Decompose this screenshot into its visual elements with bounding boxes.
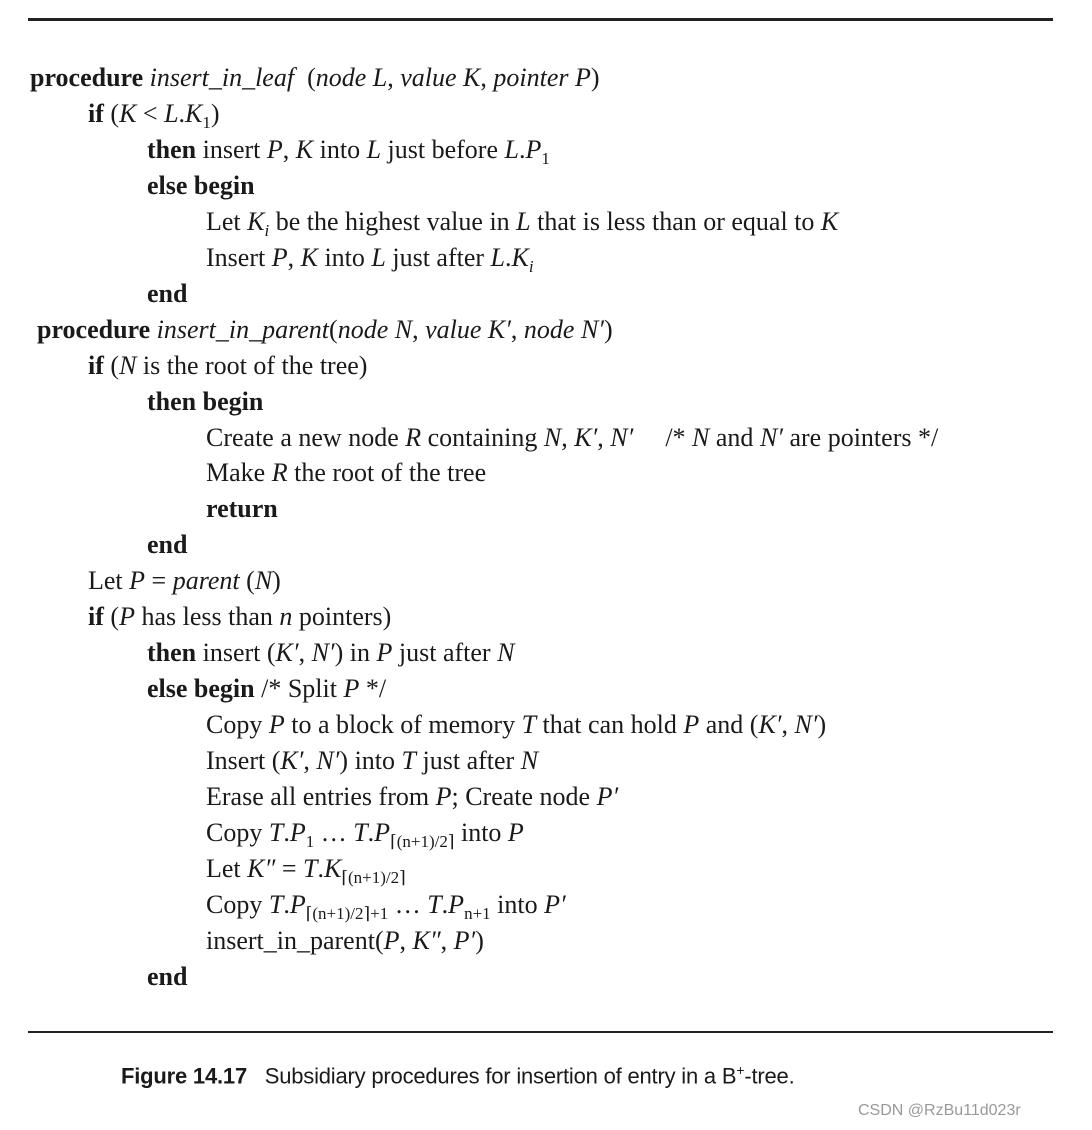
code-text: just after xyxy=(392,638,498,668)
code-line xyxy=(206,887,566,923)
code-text: ; Create node xyxy=(451,782,597,811)
code-text: < xyxy=(136,98,165,128)
math-italic: N′ xyxy=(311,638,335,668)
code-text: Make xyxy=(206,458,272,488)
code-line xyxy=(147,132,550,168)
code-text: . xyxy=(178,98,186,128)
code-text: . xyxy=(518,134,526,164)
code-text: Copy xyxy=(206,817,269,847)
math-italic: K xyxy=(511,242,529,272)
keyword: else begin xyxy=(147,170,255,200)
caption-text: Subsidiary procedures for insertion of entry in a B xyxy=(247,1063,737,1089)
caption-superscript: + xyxy=(736,1062,745,1078)
keyword: then xyxy=(147,134,197,164)
math-italic: value K′ xyxy=(425,314,511,344)
math-italic: L xyxy=(164,98,179,128)
code-text: ( xyxy=(294,63,316,92)
code-line xyxy=(147,168,255,204)
code-text: into xyxy=(313,134,367,164)
code-text: Let xyxy=(206,853,248,883)
math-italic: K xyxy=(820,206,839,236)
code-text: Copy xyxy=(206,710,269,740)
code-text: Insert ( xyxy=(206,746,281,776)
code-text: ( xyxy=(103,98,120,128)
code-line xyxy=(206,491,278,527)
math-italic: K″ xyxy=(247,853,276,883)
code-line xyxy=(206,455,486,491)
math-italic: P xyxy=(683,710,700,740)
math-italic: pointer P xyxy=(493,63,591,92)
code-line xyxy=(147,276,187,312)
code-text: into xyxy=(454,817,508,847)
math-italic: parent xyxy=(172,566,240,596)
keyword: procedure xyxy=(30,63,150,92)
math-italic: P xyxy=(383,925,400,955)
code-text: ) xyxy=(604,314,613,344)
math-italic: P xyxy=(266,134,283,164)
code-line xyxy=(147,527,187,563)
math-italic: P xyxy=(119,602,135,632)
code-text: insert_in_parent( xyxy=(206,925,384,955)
math-italic: K″ xyxy=(412,925,441,955)
math-italic: T xyxy=(353,817,368,847)
math-italic: P xyxy=(129,566,146,596)
math-italic: K′ xyxy=(280,746,304,776)
math-italic: N′ xyxy=(316,746,340,776)
subscript: ⌈(n+1)/2⌉ xyxy=(341,867,406,887)
top-rule xyxy=(28,18,1053,21)
code-text: Erase all entries from xyxy=(206,782,436,811)
subscript: 1 xyxy=(305,831,315,851)
code-text: ) xyxy=(817,710,827,740)
code-text: Copy xyxy=(206,889,269,919)
math-italic: P xyxy=(289,889,306,919)
code-text: ) xyxy=(272,566,281,596)
code-text: */ xyxy=(359,674,387,704)
keyword: end xyxy=(147,278,188,308)
code-line xyxy=(147,635,514,671)
math-italic: T xyxy=(268,817,284,847)
code-text: Create a new node xyxy=(206,422,406,452)
math-italic: N xyxy=(692,422,710,452)
code-text: be the highest value in xyxy=(269,206,517,236)
math-italic: P xyxy=(376,638,393,668)
code-text: ( xyxy=(103,602,120,632)
figure-caption xyxy=(121,1062,794,1089)
math-italic: n xyxy=(279,602,293,632)
math-italic: T xyxy=(401,746,416,776)
code-text: to a block of memory xyxy=(284,710,522,740)
math-italic: L xyxy=(490,242,506,272)
math-italic: L xyxy=(366,134,382,164)
code-text: the root of the tree xyxy=(287,458,487,488)
code-text: = xyxy=(275,853,303,883)
math-italic: N xyxy=(543,422,562,452)
code-text: Let xyxy=(88,566,130,596)
math-italic: N′ xyxy=(610,422,634,452)
code-text: that can hold xyxy=(536,710,684,740)
keyword: end xyxy=(147,961,188,991)
math-italic: T xyxy=(303,853,318,883)
code-text: … xyxy=(388,889,428,919)
code-text: . xyxy=(283,817,290,847)
keyword: then xyxy=(147,638,197,668)
code-text: , xyxy=(781,710,795,740)
code-text: ( xyxy=(239,566,255,596)
code-text: just after xyxy=(385,242,491,272)
code-text: , xyxy=(387,63,401,92)
code-text: , xyxy=(399,925,413,955)
code-text: , xyxy=(282,134,296,164)
math-italic: P xyxy=(507,817,524,847)
math-italic: P′ xyxy=(453,925,476,955)
math-italic: K xyxy=(295,134,314,164)
math-italic: insert_in_leaf xyxy=(149,63,295,92)
math-italic: K′ xyxy=(758,710,782,740)
code-text: . xyxy=(441,889,449,919)
code-text: . xyxy=(505,242,512,272)
code-text: Insert xyxy=(206,242,272,272)
math-italic: N xyxy=(520,746,539,776)
code-text: insert ( xyxy=(196,638,276,668)
keyword: procedure xyxy=(37,314,157,344)
math-italic: K xyxy=(185,98,203,128)
code-line xyxy=(88,599,391,635)
math-italic: P xyxy=(435,782,452,811)
math-italic: K′ xyxy=(574,422,598,452)
math-italic: N xyxy=(119,350,137,380)
code-line xyxy=(206,851,406,887)
subscript: i xyxy=(264,220,270,240)
math-italic: N xyxy=(254,566,273,596)
code-line xyxy=(147,384,263,420)
math-italic: P′ xyxy=(596,782,619,811)
code-text: /* Split xyxy=(254,674,344,704)
code-line xyxy=(206,815,524,851)
code-line xyxy=(206,743,538,779)
code-text: , xyxy=(303,746,317,776)
subscript: i xyxy=(528,256,534,276)
math-italic: node L xyxy=(315,63,388,92)
code-text: , xyxy=(412,314,426,344)
code-text: ( xyxy=(329,314,338,344)
code-text: and xyxy=(709,422,760,452)
code-text: , xyxy=(440,925,454,955)
math-italic: N′ xyxy=(794,710,818,740)
code-line xyxy=(147,671,386,707)
math-italic: K′ xyxy=(275,638,299,668)
math-italic: P′ xyxy=(544,889,566,919)
code-text: ( xyxy=(103,350,120,380)
math-italic: T xyxy=(521,710,537,740)
math-italic: L xyxy=(516,206,531,236)
code-text: ) into xyxy=(339,746,402,776)
code-text: and ( xyxy=(699,710,759,740)
code-line xyxy=(37,312,613,348)
subscript: ⌈(n+1)/2⌉+1 xyxy=(305,903,389,923)
math-italic: P xyxy=(289,817,306,847)
figure-label: Figure 14.17 xyxy=(121,1063,247,1089)
math-italic: R xyxy=(271,458,288,488)
math-italic: P xyxy=(268,710,285,740)
code-text: , xyxy=(597,422,611,452)
code-line xyxy=(206,204,838,240)
math-italic: K xyxy=(119,98,137,128)
subscript: 1 xyxy=(541,148,550,168)
code-text: ) xyxy=(475,925,484,955)
math-italic: L xyxy=(504,134,519,164)
math-italic: value K xyxy=(400,63,481,92)
subscript: ⌈(n+1)/2⌉ xyxy=(390,831,455,851)
code-text: … xyxy=(314,817,354,847)
math-italic: P xyxy=(448,889,465,919)
code-line xyxy=(206,923,484,959)
code-text: pointers) xyxy=(292,602,392,632)
math-italic: P xyxy=(343,674,360,704)
math-italic: T xyxy=(268,889,284,919)
math-italic: N xyxy=(497,638,515,668)
code-text: has less than xyxy=(134,602,280,632)
math-italic: insert_in_parent xyxy=(156,314,330,344)
math-italic: L xyxy=(371,242,386,272)
code-text: ) xyxy=(590,63,600,92)
code-line xyxy=(206,240,534,276)
bottom-rule xyxy=(28,1031,1053,1033)
code-text: that is less than or equal to xyxy=(530,206,821,236)
code-line xyxy=(206,779,618,815)
code-text: . xyxy=(283,889,290,919)
code-text: ) xyxy=(210,98,220,128)
code-text: into xyxy=(490,889,545,919)
code-text: = xyxy=(145,566,173,596)
code-line xyxy=(147,959,187,995)
code-text: , xyxy=(480,63,494,92)
code-text: is the root of the tree) xyxy=(136,350,368,380)
math-italic: T xyxy=(427,889,442,919)
code-line xyxy=(88,96,220,132)
math-italic: node N xyxy=(337,314,413,344)
code-text: just before xyxy=(381,134,505,164)
code-text: . xyxy=(367,817,375,847)
math-italic: N′ xyxy=(759,422,783,452)
keyword: end xyxy=(147,530,188,560)
code-text: containing xyxy=(421,422,544,452)
subscript: n+1 xyxy=(464,903,491,923)
code-line xyxy=(88,563,281,599)
code-text: /* xyxy=(665,422,693,452)
keyword: return xyxy=(206,494,278,524)
caption-tail: -tree. xyxy=(744,1063,795,1089)
subscript: 1 xyxy=(202,112,211,132)
math-italic: R xyxy=(405,422,422,452)
code-text: , xyxy=(287,242,301,272)
math-italic: K xyxy=(323,853,342,883)
keyword: if xyxy=(88,350,104,380)
code-text: , xyxy=(561,422,575,452)
code-text: ) in xyxy=(334,638,377,668)
code-text: are pointers */ xyxy=(782,422,939,452)
code-text: Let xyxy=(206,206,248,236)
keyword: else begin xyxy=(147,674,255,704)
code-text: just after xyxy=(416,746,521,776)
math-italic: K xyxy=(300,242,318,272)
math-italic: P xyxy=(374,817,391,847)
code-text: insert xyxy=(196,134,267,164)
keyword: then begin xyxy=(147,386,264,416)
code-line xyxy=(30,60,600,96)
math-italic: node N′ xyxy=(523,314,604,344)
math-italic: P xyxy=(525,134,542,164)
keyword: if xyxy=(88,602,104,632)
watermark: CSDN @RzBu11d023r xyxy=(858,1102,1021,1119)
code-line xyxy=(206,420,938,456)
code-line xyxy=(206,707,826,743)
code-text: , xyxy=(298,638,312,668)
math-italic: K xyxy=(247,206,265,236)
code-line xyxy=(88,348,367,384)
code-text: . xyxy=(317,853,324,883)
keyword: if xyxy=(88,98,104,128)
code-text: into xyxy=(317,242,372,272)
math-italic: P xyxy=(271,242,288,272)
code-text: , xyxy=(510,314,524,344)
